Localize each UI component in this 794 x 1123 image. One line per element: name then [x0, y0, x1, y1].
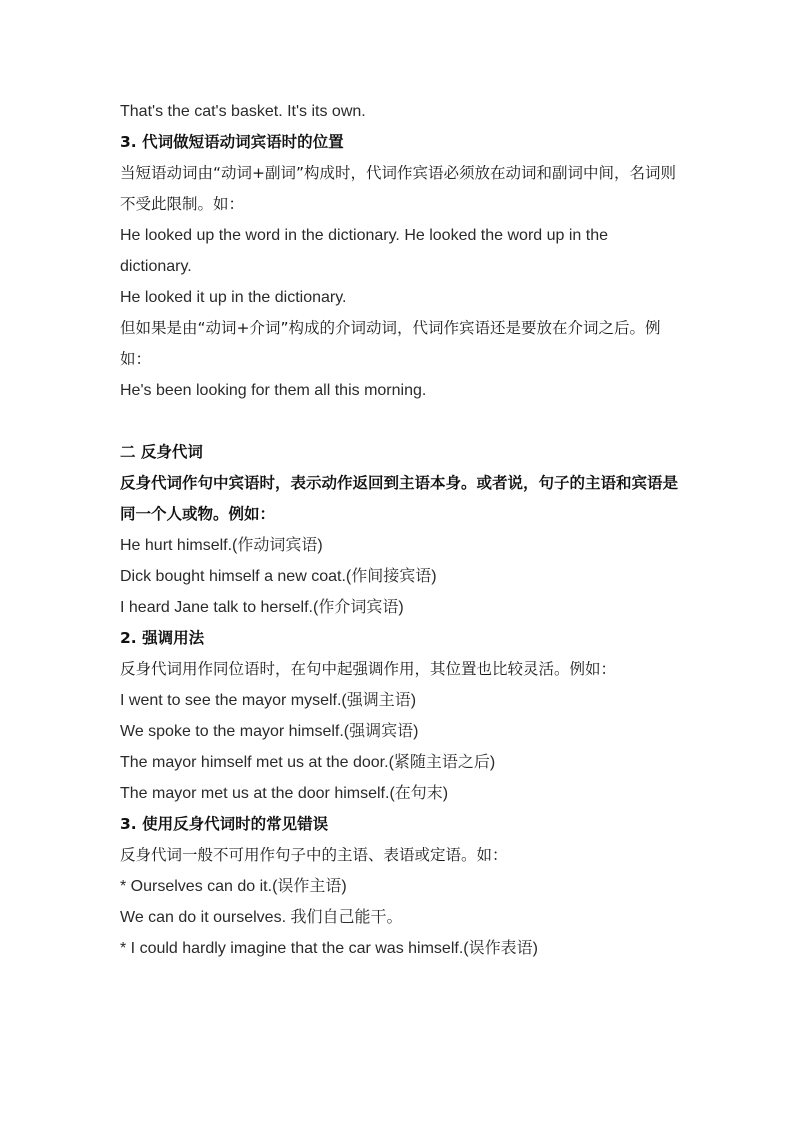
section-heading: 3. 代词做短语动词宾语时的位置	[120, 133, 344, 151]
example-sentence: * I could hardly imagine that the car was himself.(误作表语)	[120, 940, 538, 957]
example-sentence: We spoke to the mayor himself.(强调宾语)	[120, 723, 419, 740]
example-sentence: He looked up the word in the dictionary. He looked the word up in the dictionary.	[120, 227, 608, 275]
paragraph: 反身代词一般不可用作句子中的主语、表语或定语。如：	[120, 846, 508, 864]
example-sentence: I went to see the mayor myself.(强调主语)	[120, 692, 417, 709]
section-heading: 2. 强调用法	[120, 629, 205, 647]
section-heading: 3. 使用反身代词时的常见错误	[120, 815, 329, 833]
example-sentence: * Ourselves can do it.(误作主语)	[120, 878, 347, 895]
example-sentence: Dick bought himself a new coat.(作间接宾语)	[120, 568, 437, 585]
example-sentence: The mayor met us at the door himself.(在句末)	[120, 785, 449, 802]
example-sentence: That's the cat's basket. It's its own.	[120, 103, 366, 120]
paragraph-bold: 反身代词作句中宾语时，表示动作返回到主语本身。或者说，句子的主语和宾语是同一个人或物。例如：	[120, 474, 679, 523]
example-sentence: He looked it up in the dictionary.	[120, 289, 347, 306]
blank-line	[120, 406, 680, 437]
paragraph: 但如果是由“动词+介词”构成的介词动词，代词作宾语还是要放在介词之后。例如：	[120, 319, 661, 368]
example-sentence: He hurt himself.(作动词宾语)	[120, 537, 323, 554]
section-heading: 二 反身代词	[120, 443, 203, 461]
example-sentence: I heard Jane talk to herself.(作介词宾语)	[120, 599, 404, 616]
example-sentence: We can do it ourselves. 我们自己能干。	[120, 909, 403, 926]
paragraph: 当短语动词由“动词+副词”构成时，代词作宾语必须放在动词和副词中间，名词则不受此限制。如：	[120, 164, 677, 213]
document-body	[120, 96, 680, 964]
paragraph: 反身代词用作同位语时，在句中起强调作用，其位置也比较灵活。例如：	[120, 660, 617, 678]
example-sentence: He's been looking for them all this morning.	[120, 382, 427, 399]
example-sentence: The mayor himself met us at the door.(紧随主语之后)	[120, 754, 496, 771]
